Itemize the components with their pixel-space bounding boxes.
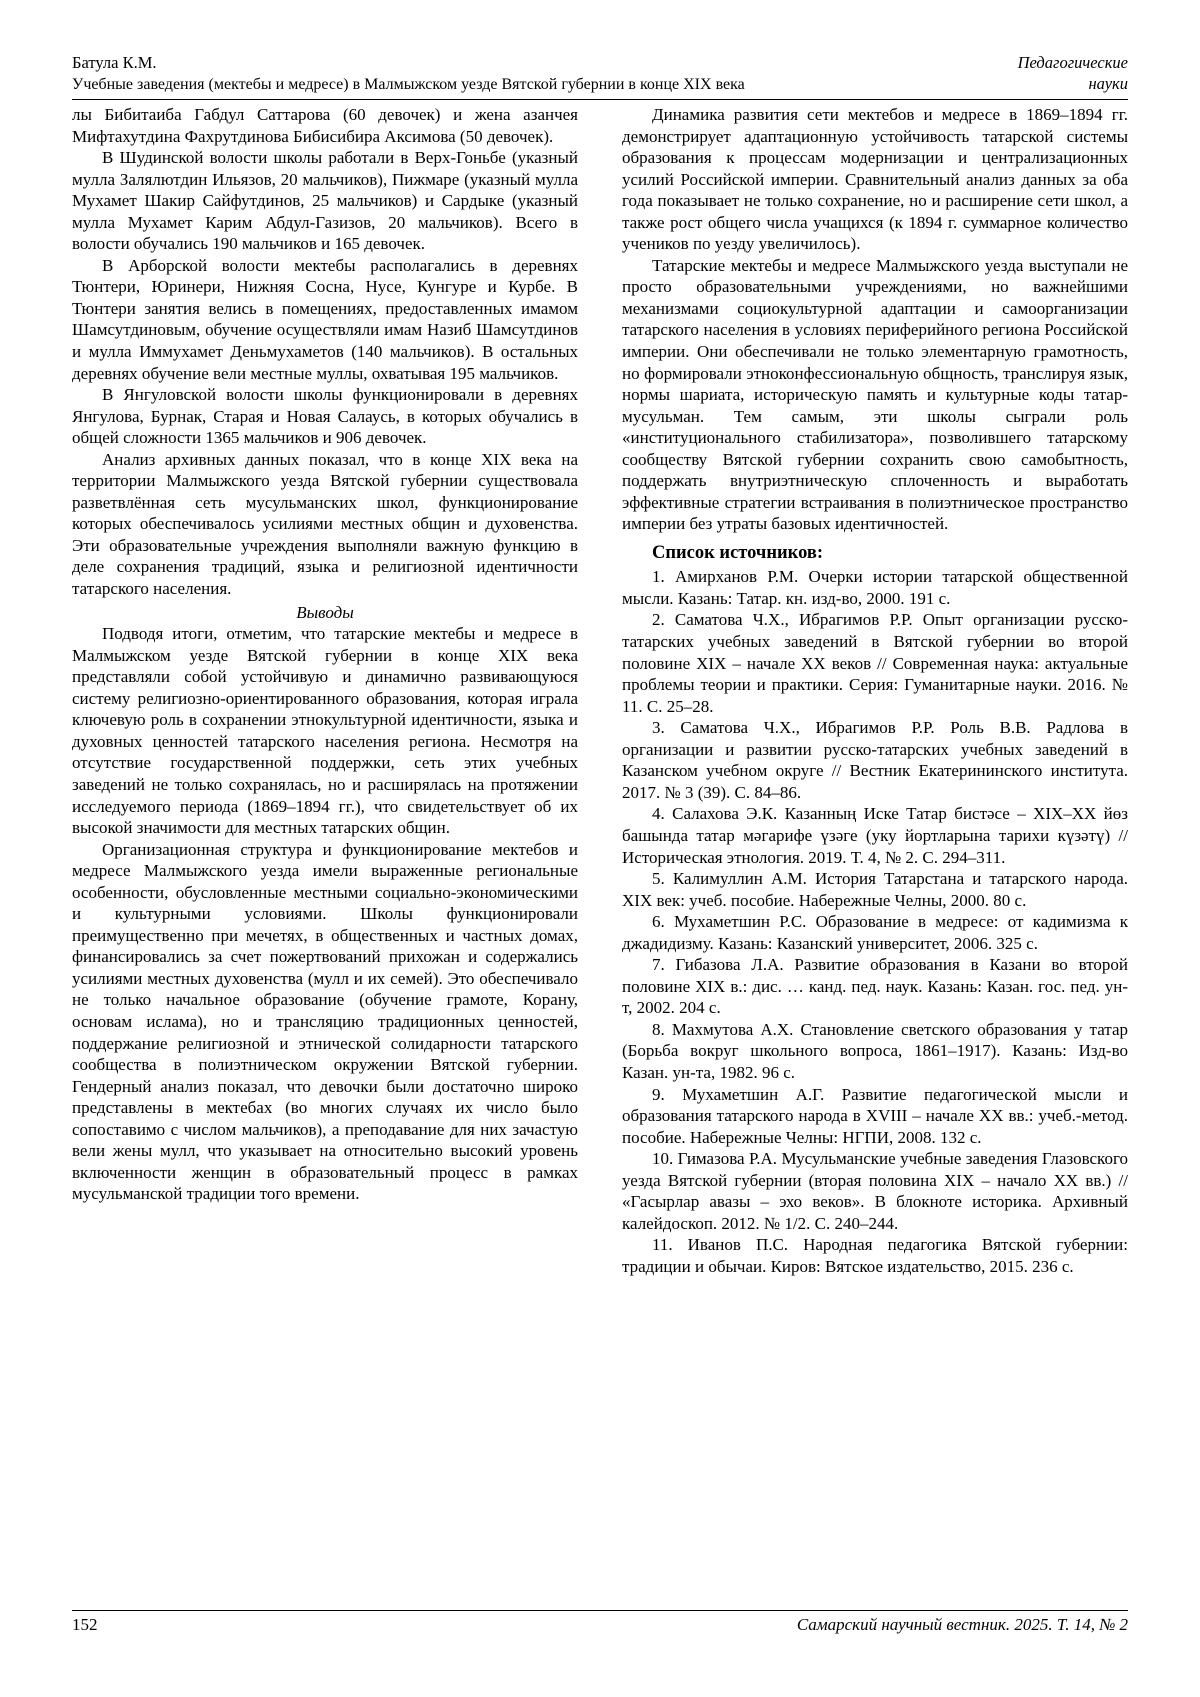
journal-info: Самарский научный вестник. 2025. Т. 14, № 2 [796, 1615, 1128, 1634]
paragraph: В Арборской волости мектебы располагались в деревнях Тюнтери, Юринери, Нижняя Сосна, Нусе, Кунгуре и Курбе. В Тюнтери занятия велись в помещениях, предоставленных имамом Шамсутдиновым, обучение осуществляли имам Назиб Шамсутдинов и мулла Иммухамет Деньмухаметов (140 мальчиков). В остальных деревнях обучение вели местные муллы, охватывая 195 мальчиков. [72, 255, 578, 383]
page-footer [72, 1610, 1128, 1635]
reference-item: 2. Саматова Ч.Х., Ибрагимов Р.Р. Опыт организации русско-татарских учебных заведений в Вятской губернии во второй половине XIX – начале XX веков // Современная наука: актуальные проблемы теории и практики. Серия: Гуманитарные науки. 2016. № 11. С. 25–28. [622, 610, 1128, 716]
reference-item: 11. Иванов П.С. Народная педагогика Вятской губернии: традиции и обычаи. Киров: Вятское издательство, 2015. 236 с. [622, 1235, 1128, 1276]
reference-item: 10. Гимазова Р.А. Мусульманские учебные заведения Глазовского уезда Вятской губернии (вторая половина XIX – начало XX вв.) // «Гасырлар авазы – эхо веков». В блокноте историка. Архивный калейдоскоп. 2012. № 1/2. С. 240–244. [622, 1149, 1128, 1233]
reference-item: 4. Салахова Э.К. Казанның Иске Татар бистәсе – XIX–XX йөз башында татар мәгарифе үзәге (уку йортларына тарихи күзәтү) // Историческая этнология. 2019. Т. 4, № 2. С. 294–311. [622, 804, 1128, 867]
reference-item: 6. Мухаметшин Р.С. Образование в медресе: от кадимизма к джадидизму. Казань: Казанский университет, 2006. 325 с. [622, 912, 1128, 953]
reference-item: 1. Амирханов Р.М. Очерки истории татарской общественной мысли. Казань: Татар. кн. изд-во, 2000. 191 с. [622, 567, 1128, 608]
header-article-title: Учебные заведения (мектебы и медресе) в Малмыжском уезде Вятской губернии в конце XIX века [72, 76, 745, 94]
page-number: 152 [72, 1615, 98, 1634]
reference-item: 8. Махмутова А.Х. Становление светского образования у татар (Борьба вокруг школьного вопроса, 1861–1917). Казань: Изд-во Казан. ун-та, 1982. 96 с. [622, 1019, 1128, 1082]
reference-item: 7. Гибазова Л.А. Развитие образования в Казани во второй половине XIX в.: дис. … канд. пед. наук. Казань: Казан. гос. пед. ун-т, 2002. 204 с. [622, 955, 1128, 1018]
right-column [622, 104, 1128, 1594]
two-column-body [72, 104, 1128, 1594]
conclusions-heading: Выводы [296, 602, 354, 622]
paragraph: Динамика развития сети мектебов и медресе в 1869–1894 гг. демонстрирует адаптационную устойчивость татарской системы образования к процессам модернизации и централизационных усилий Российской империи. Сравнительный анализ данных за оба года показывает не только сохранение, но и расширение сети школ, а также рост общего числа учащихся (к 1894 г. суммарное количество учеников по уезду увеличилось). [622, 105, 1128, 254]
reference-item: 3. Саматова Ч.Х., Ибрагимов Р.Р. Роль В.В. Радлова в организации и развитии русско-татарских учебных заведений в Казанском учебном округе // Вестник Екатерининского института. 2017. № 3 (39). С. 84–86. [622, 718, 1128, 802]
header-line-1 [72, 52, 1128, 73]
header-journal-section-line2: науки [1088, 74, 1128, 94]
paragraph: Татарские мектебы и медресе Малмыжского уезда выступали не просто образовательными учреждениями, но важнейшими механизмами социокультурной адаптации и самоорганизации татарского населения в условиях периферийного региона Российской империи. Они обеспечивали не только элементарную грамотность, но формировали этноконфессиональную общность, транслируя язык, нормы шариата, историческую память и культурные коды татар-мусульман. Тем самым, эти школы сыграли роль «институционального стабилизатора», позволившего татарскому сообществу Вятской губернии сохранить свою самобытность, поддержать внутриэтническую сплоченность и выработать эффективные стратегии встраивания в полиэтническое пространство империи без утраты базовых идентичностей. [622, 255, 1128, 534]
paragraph: лы Бибитаиба Габдул Саттарова (60 девочек) и жена азанчея Мифтахутдина Фахрутдинова Бибисибира Аксимова (50 девочек). [72, 105, 578, 146]
header-author: Батула К.М. [72, 53, 157, 72]
header-line-2 [72, 73, 1128, 95]
reference-item: 9. Мухаметшин А.Г. Развитие педагогической мысли и образования татарского народа в XVIII – начале XX вв.: учеб.-метод. пособие. Набережные Челны: НГПИ, 2008. 132 с. [622, 1084, 1128, 1147]
reference-item: 5. Калимуллин А.М. История Татарстана и татарского народа. XIX век: учеб. пособие. Набережные Челны, 2000. 80 с. [622, 869, 1128, 910]
paragraph: Анализ архивных данных показал, что в конце XIX века на территории Малмыжского уезда Вятской губернии существовала разветвлённая сеть мусульманских школ, функционирование которых обеспечивалось усилиями местных общин и духовенства. Эти образовательные учреждения выполняли важную функцию в деле сохранения традиций, языка и религиозной идентичности татарского населения. [72, 449, 578, 599]
paragraph: В Шудинской волости школы работали в Верх-Гоньбе (указный мулла Залялютдин Ильязов, 20 мальчиков), Пижмаре (указный мулла Мухамет Шакир Сайфутдинов, 25 мальчиков) и Сардыке (указный мулла Мухамет Карим Абдул-Газизов, 20 мальчиков). Всего в волости обучались 190 мальчиков и 165 девочек. [72, 148, 578, 254]
references-heading: Список источников: [652, 542, 824, 563]
page-header [72, 52, 1128, 100]
header-journal-section-line1: Педагогические [1017, 53, 1128, 72]
paragraph: Организационная структура и функционирование мектебов и медресе Малмыжского уезда имели выраженные региональные особенности, обусловленные местными социально-экономическими и культурными условиями. Школы функционировали преимущественно при мечетях, в общественных и частных домах, финансировались за счет пожертвований прихожан и содержались усилиями местных духовенства (мулл и их семей). Это обеспечивало не только начальное образование (обучение грамоте, Корану, основам ислама), но и трансляцию традиционных ценностей, поддержание религиозной и этнической солидарности татарского сообщества в полиэтническом окружении Вятской губернии. Гендерный анализ показал, что девочки были достаточно широко представлены в мектебах (во многих случаях их число было сопоставимо с числом мальчиков), а преподавание для них зачастую вели жены мулл, что указывает на относительно высокий уровень включенности женщин в образовательный процесс в рамках мусульманской традиции того времени. [72, 839, 578, 1204]
paragraph: В Янгуловской волости школы функционировали в деревнях Янгулова, Бурнак, Старая и Новая Салаусь, в которых обучались в общей сложности 1365 мальчиков и 906 девочек. [72, 385, 578, 448]
paragraph: Подводя итоги, отметим, что татарские мектебы и медресе в Малмыжском уезде Вятской губернии в конце XIX века представляли собой устойчивую и динамично развивающуюся систему религиозно-ориентированного образования, которая играла ключевую роль в сохранении этнокультурной идентичности, языка и духовных ценностей татарского населения региона. Несмотря на отсутствие государственной поддержки, сеть этих учебных заведений не только сохранялась, но и расширялась на протяжении исследуемого периода (1869–1894 гг.), что свидетельствует об их высокой значимости для местных татарских общин. [72, 624, 578, 838]
left-column [72, 104, 578, 1594]
